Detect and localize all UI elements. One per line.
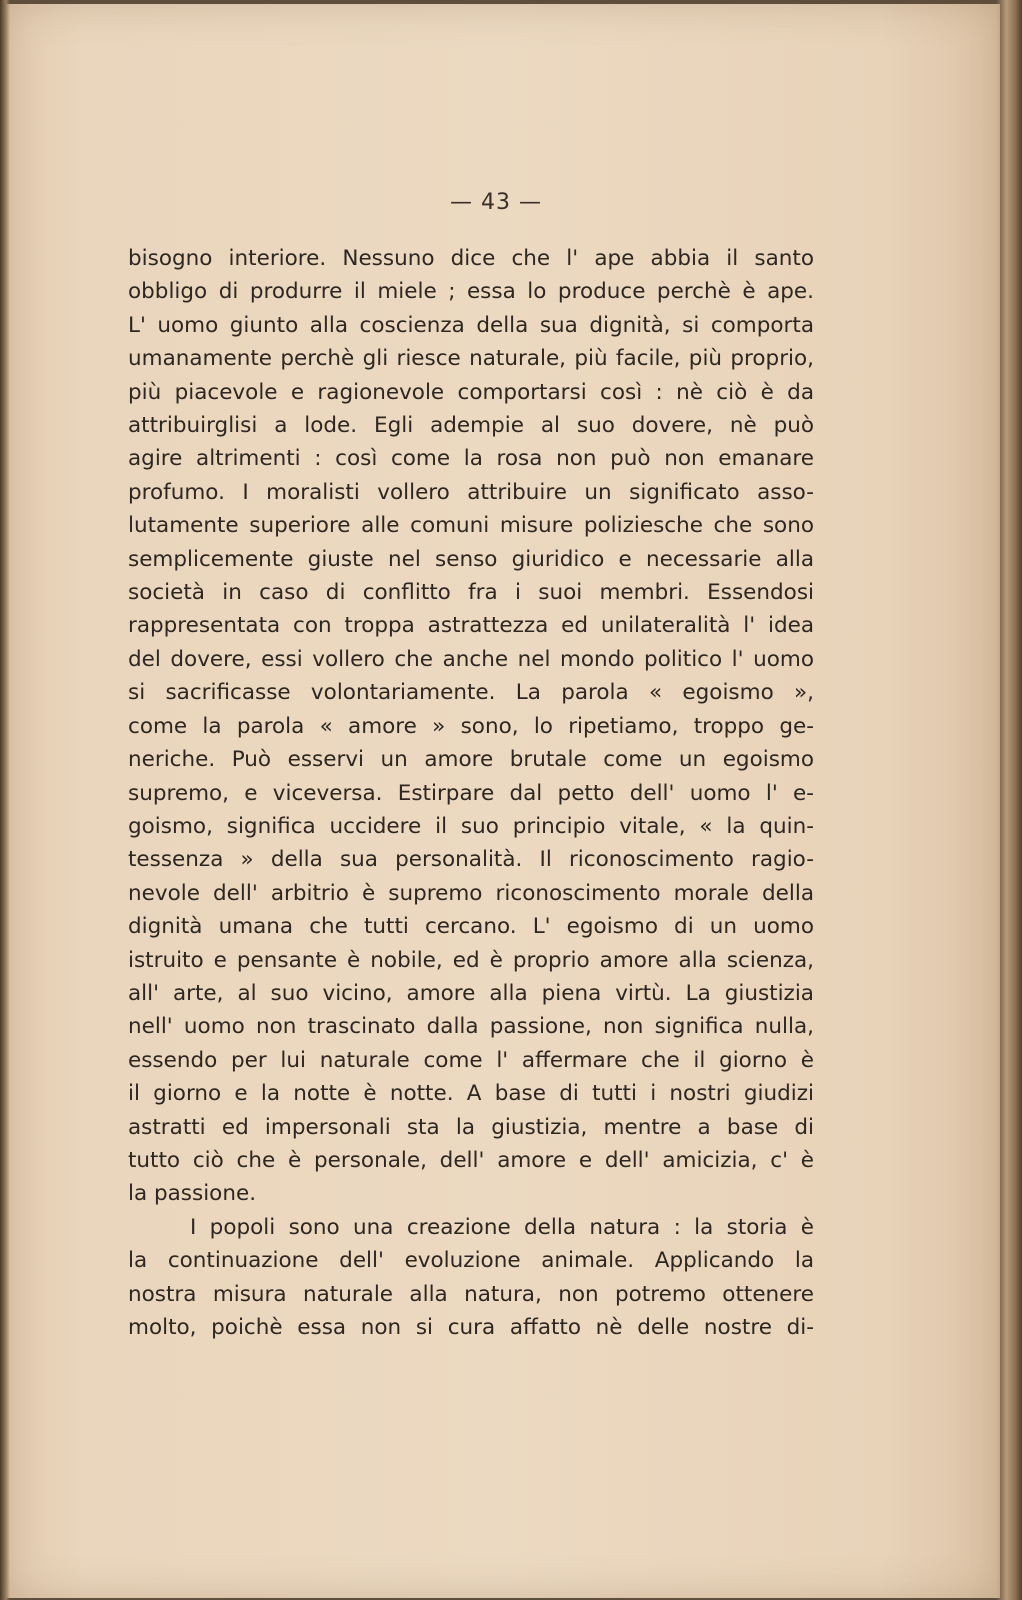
text-line: profumo. I moralisti vollero attribuire un significato asso- [128, 479, 814, 505]
text-line: all' arte, al suo vicino, amore alla piena virtù. La giustizia [128, 980, 814, 1006]
text-line: la continuazione dell' evoluzione animale. Applicando la [128, 1248, 814, 1274]
text-line: rappresentata con troppa astrattezza ed unilateralità l' idea [128, 613, 814, 639]
text-line: supremo, e viceversa. Estirpare dal petto dell' uomo l' e- [128, 780, 814, 806]
paper-page [6, 4, 1000, 1598]
body-text [128, 242, 814, 1344]
text-line: umanamente perchè gli riesce naturale, più facile, più proprio, [128, 346, 814, 372]
text-line: società in caso di conflitto fra i suoi membri. Essendosi [128, 580, 814, 606]
text-line: istruito e pensante è nobile, ed è proprio amore alla scienza, [128, 947, 814, 973]
text-line: attribuirglisi a lode. Egli adempie al suo dovere, nè può [128, 413, 814, 439]
text-line: del dovere, essi vollero che anche nel mondo politico l' uomo [128, 646, 814, 672]
text-line: tessenza » della sua personalità. Il riconoscimento ragio- [128, 847, 814, 873]
text-line: semplicemente giuste nel senso giuridico e necessarie alla [128, 546, 814, 572]
text-line: molto, poichè essa non si cura affatto nè delle nostre di- [128, 1315, 814, 1340]
text-line: si sacrificasse volontariamente. La parola « egoismo », [128, 680, 814, 706]
text-line: astratti ed impersonali sta la giustizia, mentre a base di [128, 1114, 814, 1140]
text-line: L' uomo giunto alla coscienza della sua dignità, si comporta [128, 312, 814, 338]
text-line: bisogno interiore. Nessuno dice che l' ape abbia il santo [128, 246, 814, 271]
text-line: il giorno e la notte è notte. A base di tutti i nostri giudizi [128, 1081, 814, 1107]
text-line: nostra misura naturale alla natura, non potremo ottenere [128, 1281, 814, 1307]
text-line: dignità umana che tutti cercano. L' egoismo di un uomo [128, 914, 814, 940]
text-line: più piacevole e ragionevole comportarsi così : nè ciò è da [128, 379, 814, 405]
text-line: obbligo di produrre il miele ; essa lo produce perchè è ape. [128, 279, 814, 305]
page-number: — 43 — [450, 190, 542, 215]
binding-edge [0, 0, 10, 1600]
text-line: nell' uomo non trascinato dalla passione, non significa nulla, [128, 1014, 814, 1040]
text-line: come la parola « amore » sono, lo ripetiamo, troppo ge- [128, 713, 814, 739]
text-line: la passione. [128, 1181, 257, 1207]
text-line: tutto ciò che è personale, dell' amore e dell' amicizia, c' è [128, 1147, 814, 1173]
text-line: lutamente superiore alle comuni misure poliziesche che sono [128, 513, 814, 539]
text-line: essendo per lui naturale come l' affermare che il giorno è [128, 1047, 814, 1073]
text-line: I popoli sono una creazione della natura : la storia è [190, 1214, 814, 1240]
text-line: neriche. Può esservi un amore brutale come un egoismo [128, 747, 814, 773]
text-line: nevole dell' arbitrio è supremo riconoscimento morale della [128, 880, 814, 906]
text-line: agire altrimenti : così come la rosa non può non emanare [128, 446, 814, 472]
text-line: goismo, significa uccidere il suo principio vitale, « la quin- [128, 813, 814, 839]
page-edge [996, 0, 1022, 1600]
